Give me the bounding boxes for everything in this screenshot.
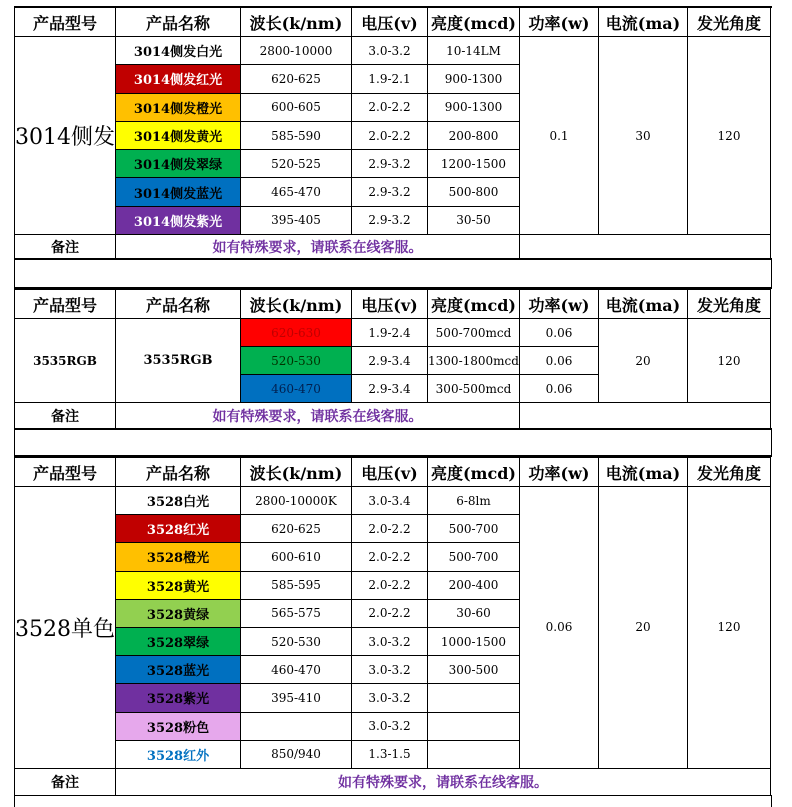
product-name: 3528红光 xyxy=(116,515,241,543)
header-model: 产品型号 xyxy=(15,458,116,487)
voltage-value: 3.0-3.2 xyxy=(352,684,428,712)
header-wavelength: 波长(k/nm) xyxy=(241,290,352,319)
brightness-value: 900-1300 xyxy=(428,93,520,121)
header-name: 产品名称 xyxy=(116,458,241,487)
angle-value: 120 xyxy=(688,319,771,403)
header-wavelength: 波长(k/nm) xyxy=(241,458,352,487)
wavelength-value: 565-575 xyxy=(241,599,352,627)
wavelength-value: 600-610 xyxy=(241,543,352,571)
voltage-value: 1.9-2.1 xyxy=(352,65,428,93)
wavelength-value: 395-405 xyxy=(241,206,352,234)
power-value: 0.1 xyxy=(520,37,599,235)
voltage-value: 3.0-3.2 xyxy=(352,627,428,655)
wavelength-value: 520-530 xyxy=(241,347,352,375)
product-name: 3014侧发橙光 xyxy=(116,93,241,121)
header-current: 电流(ma) xyxy=(599,458,688,487)
current-value: 20 xyxy=(599,487,688,769)
note-text: 如有特殊要求，请联系在线客服。 xyxy=(116,768,771,795)
model-cell: 3528单色 xyxy=(15,487,116,769)
power-value: 0.06 xyxy=(520,347,599,375)
wavelength-value: 2800-10000K xyxy=(241,487,352,515)
brightness-value: 1300-1800mcd xyxy=(428,347,520,375)
header-brightness: 亮度(mcd) xyxy=(428,8,520,37)
model-cell: 3014侧发 xyxy=(15,37,116,235)
voltage-value: 1.3-1.5 xyxy=(352,740,428,768)
product-name: 3535RGB xyxy=(116,319,241,403)
brightness-value xyxy=(428,684,520,712)
section-gap xyxy=(14,258,772,289)
product-name: 3014侧发蓝光 xyxy=(116,178,241,206)
table-row xyxy=(15,487,771,515)
header-current: 电流(ma) xyxy=(599,8,688,37)
header-voltage: 电压(v) xyxy=(352,8,428,37)
product-name: 3528粉色 xyxy=(116,712,241,740)
voltage-value: 2.0-2.2 xyxy=(352,121,428,149)
power-value: 0.06 xyxy=(520,375,599,403)
note-label: 备注 xyxy=(15,235,116,260)
angle-value: 120 xyxy=(688,487,771,769)
brightness-value: 200-400 xyxy=(428,571,520,599)
product-name: 3014侧发红光 xyxy=(116,65,241,93)
wavelength-value: 2800-10000 xyxy=(241,37,352,65)
brightness-value: 300-500mcd xyxy=(428,375,520,403)
voltage-value: 1.9-2.4 xyxy=(352,319,428,347)
angle-value: 120 xyxy=(688,37,771,235)
wavelength-value: 520-525 xyxy=(241,150,352,178)
brightness-value: 30-60 xyxy=(428,599,520,627)
note-text: 如有特殊要求，请联系在线客服。 xyxy=(116,403,520,430)
header-current: 电流(ma) xyxy=(599,290,688,319)
header-power: 功率(w) xyxy=(520,290,599,319)
header-name: 产品名称 xyxy=(116,290,241,319)
voltage-value: 2.0-2.2 xyxy=(352,543,428,571)
table-3535rgb xyxy=(14,289,771,430)
wavelength-value: 620-630 xyxy=(241,319,352,347)
product-name: 3014侧发白光 xyxy=(116,37,241,65)
brightness-value: 6-8lm xyxy=(428,487,520,515)
wavelength-value: 620-625 xyxy=(241,65,352,93)
wavelength-value xyxy=(241,712,352,740)
brightness-value: 500-700 xyxy=(428,543,520,571)
current-value: 20 xyxy=(599,319,688,403)
header-brightness: 亮度(mcd) xyxy=(428,458,520,487)
table-3014 xyxy=(14,7,771,260)
brightness-value: 200-800 xyxy=(428,121,520,149)
product-name: 3014侧发黄光 xyxy=(116,121,241,149)
wavelength-value: 620-625 xyxy=(241,515,352,543)
header-name: 产品名称 xyxy=(116,8,241,37)
wavelength-value: 600-605 xyxy=(241,93,352,121)
product-name: 3528白光 xyxy=(116,487,241,515)
header-angle: 发光角度 xyxy=(688,290,771,319)
note-label: 备注 xyxy=(15,403,116,430)
brightness-value: 1000-1500 xyxy=(428,627,520,655)
section-gap xyxy=(14,795,772,807)
brightness-value: 500-700 xyxy=(428,515,520,543)
note-label: 备注 xyxy=(15,768,116,795)
section-gap xyxy=(14,428,772,457)
wavelength-value: 585-590 xyxy=(241,121,352,149)
voltage-value: 2.9-3.4 xyxy=(352,347,428,375)
current-value: 30 xyxy=(599,37,688,235)
brightness-value: 10-14LM xyxy=(428,37,520,65)
table-row xyxy=(15,319,771,347)
product-name: 3528红外 xyxy=(116,740,241,768)
voltage-value: 3.0-3.2 xyxy=(352,656,428,684)
wavelength-value: 585-595 xyxy=(241,571,352,599)
header-model: 产品型号 xyxy=(15,290,116,319)
voltage-value: 2.9-3.4 xyxy=(352,375,428,403)
product-name: 3528蓝光 xyxy=(116,656,241,684)
brightness-value xyxy=(428,712,520,740)
header-voltage: 电压(v) xyxy=(352,458,428,487)
header-angle: 发光角度 xyxy=(688,458,771,487)
voltage-value: 2.9-3.2 xyxy=(352,150,428,178)
voltage-value: 2.9-3.2 xyxy=(352,206,428,234)
product-name: 3014侧发紫光 xyxy=(116,206,241,234)
brightness-value: 500-700mcd xyxy=(428,319,520,347)
brightness-value xyxy=(428,740,520,768)
wavelength-value: 460-470 xyxy=(241,375,352,403)
voltage-value: 2.9-3.2 xyxy=(352,178,428,206)
header-voltage: 电压(v) xyxy=(352,290,428,319)
product-name: 3528翠绿 xyxy=(116,627,241,655)
product-name: 3014侧发翠绿 xyxy=(116,150,241,178)
power-value: 0.06 xyxy=(520,319,599,347)
wavelength-value: 850/940 xyxy=(241,740,352,768)
wavelength-value: 520-530 xyxy=(241,627,352,655)
voltage-value: 3.0-3.2 xyxy=(352,37,428,65)
brightness-value: 1200-1500 xyxy=(428,150,520,178)
voltage-value: 2.0-2.2 xyxy=(352,599,428,627)
header-row xyxy=(15,8,771,37)
note-row xyxy=(15,403,771,430)
header-power: 功率(w) xyxy=(520,8,599,37)
note-empty xyxy=(520,403,771,430)
brightness-value: 30-50 xyxy=(428,206,520,234)
header-power: 功率(w) xyxy=(520,458,599,487)
voltage-value: 3.0-3.4 xyxy=(352,487,428,515)
product-name: 3528橙光 xyxy=(116,543,241,571)
voltage-value: 2.0-2.2 xyxy=(352,571,428,599)
brightness-value: 500-800 xyxy=(428,178,520,206)
note-row xyxy=(15,768,771,795)
brightness-value: 300-500 xyxy=(428,656,520,684)
header-wavelength: 波长(k/nm) xyxy=(241,8,352,37)
table-row xyxy=(15,37,771,65)
wavelength-value: 465-470 xyxy=(241,178,352,206)
product-name: 3528黄光 xyxy=(116,571,241,599)
power-value: 0.06 xyxy=(520,487,599,769)
voltage-value: 2.0-2.2 xyxy=(352,93,428,121)
product-name: 3528紫光 xyxy=(116,684,241,712)
wavelength-value: 395-410 xyxy=(241,684,352,712)
note-text: 如有特殊要求，请联系在线客服。 xyxy=(116,235,520,260)
header-row xyxy=(15,290,771,319)
header-row xyxy=(15,458,771,487)
header-angle: 发光角度 xyxy=(688,8,771,37)
voltage-value: 2.0-2.2 xyxy=(352,515,428,543)
wavelength-value: 460-470 xyxy=(241,656,352,684)
note-row xyxy=(15,235,771,260)
header-model: 产品型号 xyxy=(15,8,116,37)
table-3528 xyxy=(14,457,771,796)
header-brightness: 亮度(mcd) xyxy=(428,290,520,319)
model-cell: 3535RGB xyxy=(15,319,116,403)
voltage-value: 3.0-3.2 xyxy=(352,712,428,740)
product-name: 3528黄绿 xyxy=(116,599,241,627)
brightness-value: 900-1300 xyxy=(428,65,520,93)
note-empty xyxy=(520,235,771,260)
